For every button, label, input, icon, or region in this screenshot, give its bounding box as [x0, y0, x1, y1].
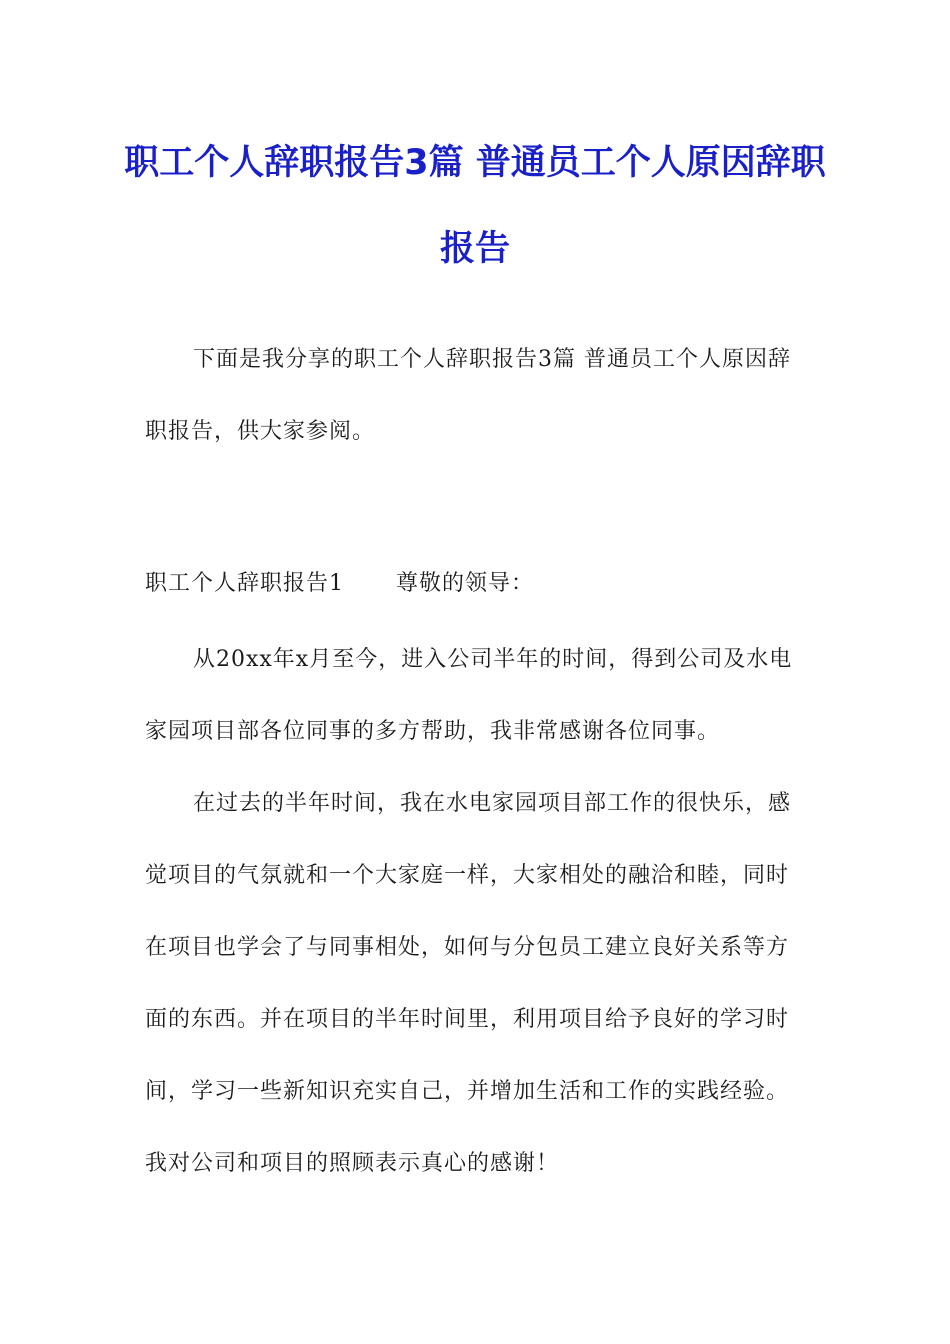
section-heading-line: [145, 548, 810, 620]
intro-paragraph: 下面是我分享的职工个人辞职报告3篇 普通员工个人原因辞职报告，供大家参阅。: [145, 347, 791, 444]
salutation: 尊敬的领导：: [396, 571, 535, 596]
document-title: 职工个人辞职报告3篇 普通员工个人原因辞职报告: [124, 143, 826, 269]
body-paragraph: 从20xx年x月至今，进入公司半年的时间，得到公司及水电家园项目部各位同事的多方帮助，我非常感谢各位同事。: [145, 647, 793, 744]
section-heading: 职工个人辞职报告1: [145, 571, 344, 596]
body-paragraph: 在过去的半年时间，我在水电家园项目部工作的很快乐，感觉项目的气氛就和一个大家庭一样，大家相处的融洽和睦，同时在项目也学会了与同事相处，如何与分包员工建立良好关系等方面的东西。并在项目的半年时间里，利用项目给予良好的学习时间，学习一些新知识充实自己，并增加生活和工作的实践经验。我对公司和项目的照顾表示真心的感谢！: [145, 791, 792, 1176]
